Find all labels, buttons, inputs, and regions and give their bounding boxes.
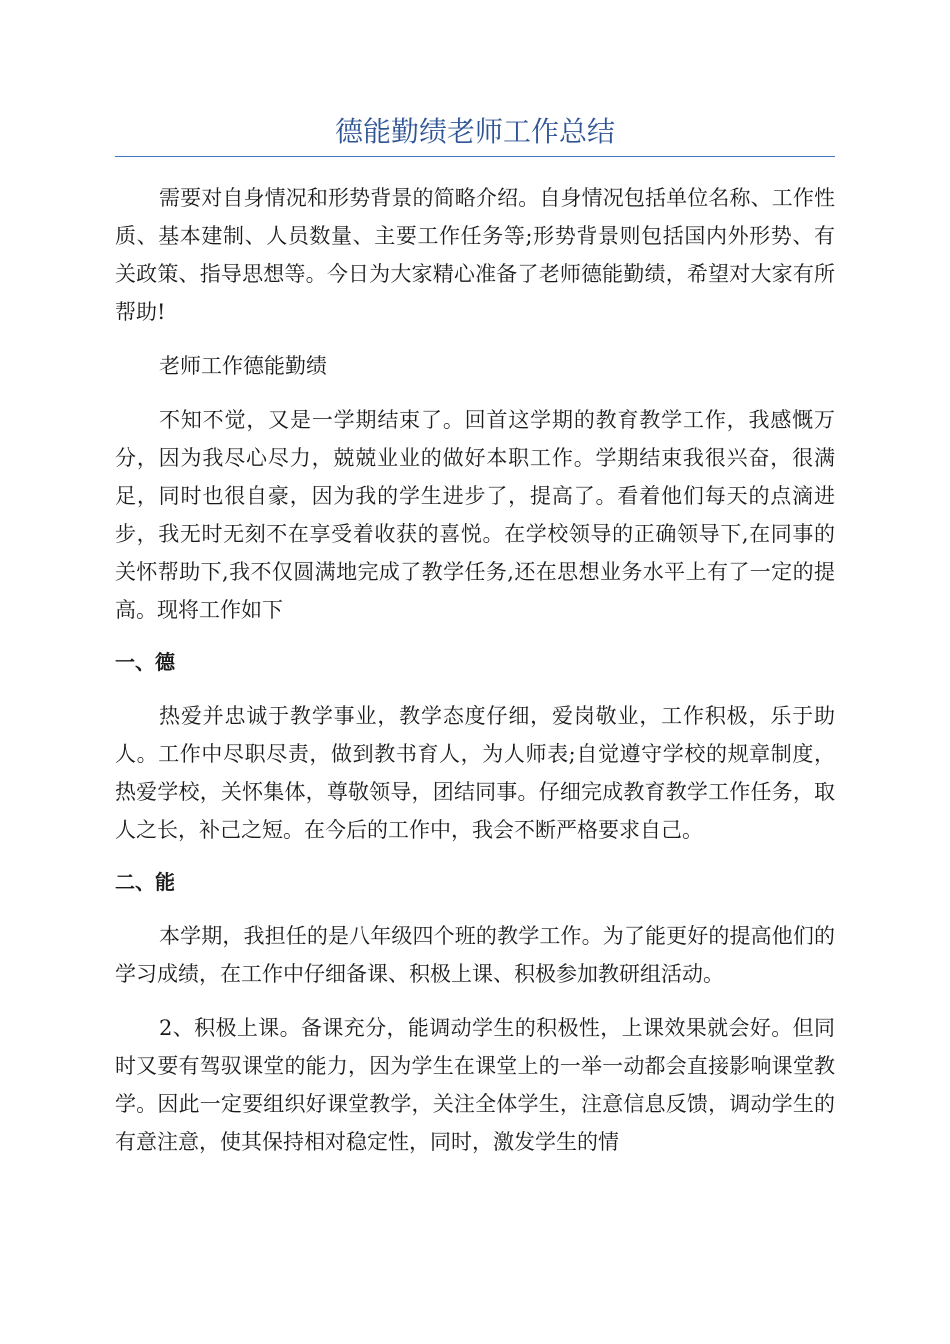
document-page	[115, 110, 835, 1161]
section-neng-body-1: 本学期，我担任的是八年级四个班的教学工作。为了能更好的提高他们的学习成绩，在工作中仔细备课、积极上课、积极参加教研组活动。	[115, 924, 835, 986]
intro-paragraph: 需要对自身情况和形势背景的简略介绍。自身情况包括单位名称、工作性质、基本建制、人员数量、主要工作任务等;形势背景则包括国内外形势、有关政策、指导思想等。今日为大家精心准备了老师德能勤绩，希望对大家有所帮助!	[115, 186, 835, 324]
document-title: 德能勤绩老师工作总结	[115, 110, 835, 157]
section-heading-neng: 二、能	[115, 870, 175, 894]
section-neng-body-2: 2、积极上课。备课充分，能调动学生的积极性，上课效果就会好。但同时又要有驾驭课堂的能力，因为学生在课堂上的一举一动都会直接影响课堂教学。因此一定要组织好课堂教学，关注全体学生，注意信息反馈，调动学生的有意注意，使其保持相对稳定性，同时，激发学生的情	[115, 1016, 835, 1154]
subtitle-paragraph: 老师工作德能勤绩	[159, 354, 327, 378]
opening-paragraph: 不知不觉，又是一学期结束了。回首这学期的教育教学工作，我感慨万分，因为我尽心尽力，兢兢业业的做好本职工作。学期结束我很兴奋，很满足，同时也很自豪，因为我的学生进步了，提高了。看着他们每天的点滴进步，我无时无刻不在享受着收获的喜悦。在学校领导的正确领导下,在同事的关怀帮助下,我不仅圆满地完成了教学任务,还在思想业务水平上有了一定的提高。现将工作如下	[115, 408, 835, 622]
section-heading-de: 一、德	[115, 650, 175, 674]
section-de-body: 热爱并忠诚于教学事业，教学态度仔细，爱岗敬业，工作积极，乐于助人。工作中尽职尽责，做到教书育人，为人师表;自觉遵守学校的规章制度，热爱学校，关怀集体，尊敬领导，团结同事。仔细完成教育教学工作任务，取人之长，补己之短。在今后的工作中，我会不断严格要求自己。	[115, 704, 835, 842]
